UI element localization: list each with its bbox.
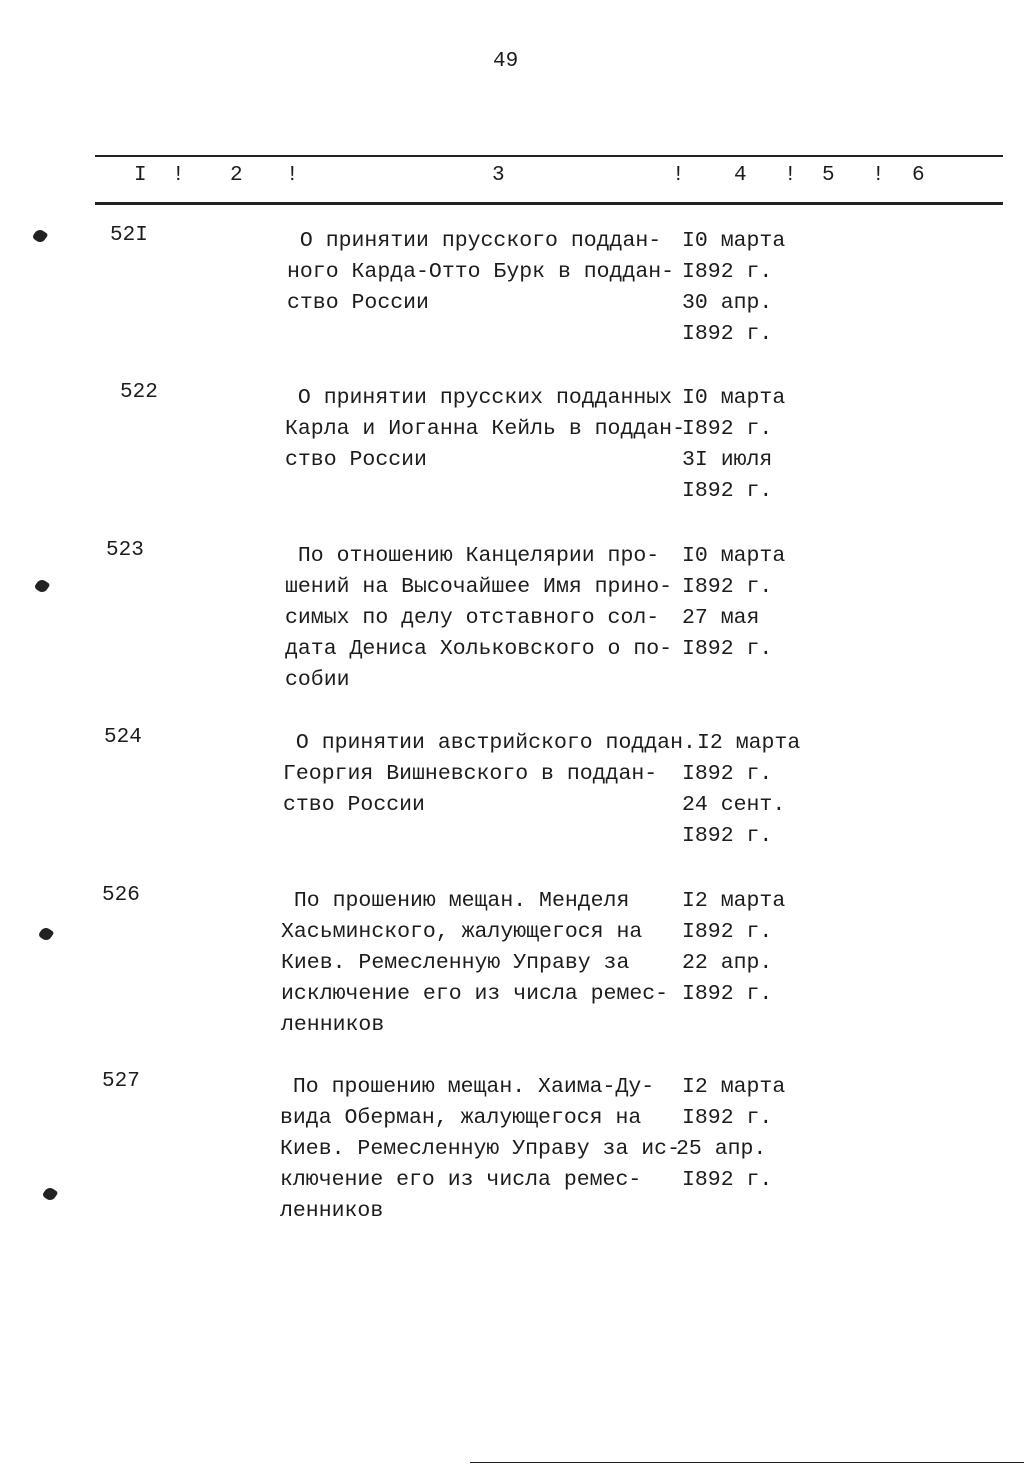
col-header-1: I	[134, 164, 147, 187]
punch-mark-icon	[32, 228, 49, 245]
entry-description-line: По отношению Канцелярии про-	[285, 544, 660, 568]
entry-date: I892 г.	[682, 982, 773, 1006]
punch-mark-icon	[42, 1186, 59, 1203]
col-separator: !	[784, 164, 797, 187]
entry-description-line: Киев. Ремесленную Управу за ис-	[280, 1137, 680, 1161]
entry-description-line: симых по делу отставного сол-	[285, 606, 660, 630]
entry-description-line: шений на Высочайшее Имя прино-	[285, 575, 673, 599]
entry-date: I892 г.	[682, 637, 773, 661]
entry-description-line: По прошению мещан. Менделя	[281, 889, 630, 913]
entry-date: 30 апр.	[682, 291, 773, 315]
entry-date: 24 сент.	[682, 793, 786, 817]
entry-date: I2 марта	[682, 1075, 786, 1099]
entry-description-line: собии	[285, 668, 350, 692]
entry-description-line: О принятии австрийского поддан.	[283, 731, 696, 755]
entry-date: I892 г.	[682, 1168, 773, 1192]
entry-date: I0 марта	[682, 544, 786, 568]
entry-description-line: ство России	[287, 291, 429, 315]
entry-description-line: ключение его из числа ремес-	[280, 1168, 642, 1192]
entry-description-line: исключение его из числа ремес-	[281, 982, 669, 1006]
entry-description-line: ленников	[281, 1013, 385, 1037]
entry-number: 526	[102, 884, 140, 907]
col-separator: !	[672, 164, 685, 187]
col-separator: !	[286, 164, 299, 187]
entry-description-line: О принятии прусского поддан-	[287, 229, 662, 253]
entry-description-line: ного Карда-Отто Бурк в поддан-	[287, 260, 675, 284]
entry-description-line: Киев. Ремесленную Управу за	[281, 951, 630, 975]
entry-date: I0 марта	[682, 229, 786, 253]
entry-number: 522	[120, 381, 158, 404]
entry-number: 524	[104, 726, 142, 749]
entry-date: I892 г.	[682, 762, 773, 786]
entry-date: I892 г.	[682, 479, 773, 503]
entry-description-line: Хасьминского, жалующегося на	[281, 920, 643, 944]
page-number: 49	[493, 50, 519, 73]
entry-description-line: Карла и Иоганна Кейль в поддан-	[285, 417, 685, 441]
col-separator: !	[872, 164, 885, 187]
col-header-4: 4	[734, 164, 747, 187]
entry-date: 22 апр.	[682, 951, 773, 975]
entry-date: 25 апр.	[676, 1137, 767, 1161]
entry-number: 52I	[110, 224, 148, 247]
entry-date: 27 мая	[682, 606, 760, 630]
punch-mark-icon	[34, 578, 51, 595]
entry-description-line: По прошению мещан. Хаима-Ду-	[280, 1075, 655, 1099]
entry-description-line: ство России	[285, 448, 427, 472]
entry-date: 3I июля	[682, 448, 773, 472]
bottom-rule	[470, 1462, 1024, 1463]
punch-mark-icon	[38, 926, 55, 943]
col-header-3: 3	[492, 164, 505, 187]
entry-date: I892 г.	[682, 824, 773, 848]
entry-description-line: ство России	[283, 793, 425, 817]
entry-description-line: вида Оберман, жалующегося на	[280, 1106, 642, 1130]
col-header-2: 2	[230, 164, 243, 187]
entry-date: I892 г.	[682, 322, 773, 346]
entry-description-line: дата Дениса Хольковского о по-	[285, 637, 673, 661]
entry-number: 527	[102, 1070, 140, 1093]
entry-date: I892 г.	[682, 1106, 773, 1130]
entry-date: I892 г.	[682, 920, 773, 944]
entry-number: 523	[106, 539, 144, 562]
entry-description-line: Георгия Вишневского в поддан-	[283, 762, 658, 786]
entry-date: I0 марта	[682, 386, 786, 410]
col-header-5: 5	[822, 164, 835, 187]
entry-date: I2 марта	[697, 731, 801, 755]
entry-date: I892 г.	[682, 575, 773, 599]
entry-date: I892 г.	[682, 417, 773, 441]
entry-date: I2 марта	[682, 889, 786, 913]
col-header-6: 6	[912, 164, 925, 187]
header-bottom-rule	[95, 202, 1003, 205]
entry-description-line: ленников	[280, 1199, 384, 1223]
header-top-rule	[95, 155, 1003, 157]
entry-description-line: О принятии прусских подданных	[285, 386, 673, 410]
entry-date: I892 г.	[682, 260, 773, 284]
col-separator: !	[172, 164, 185, 187]
